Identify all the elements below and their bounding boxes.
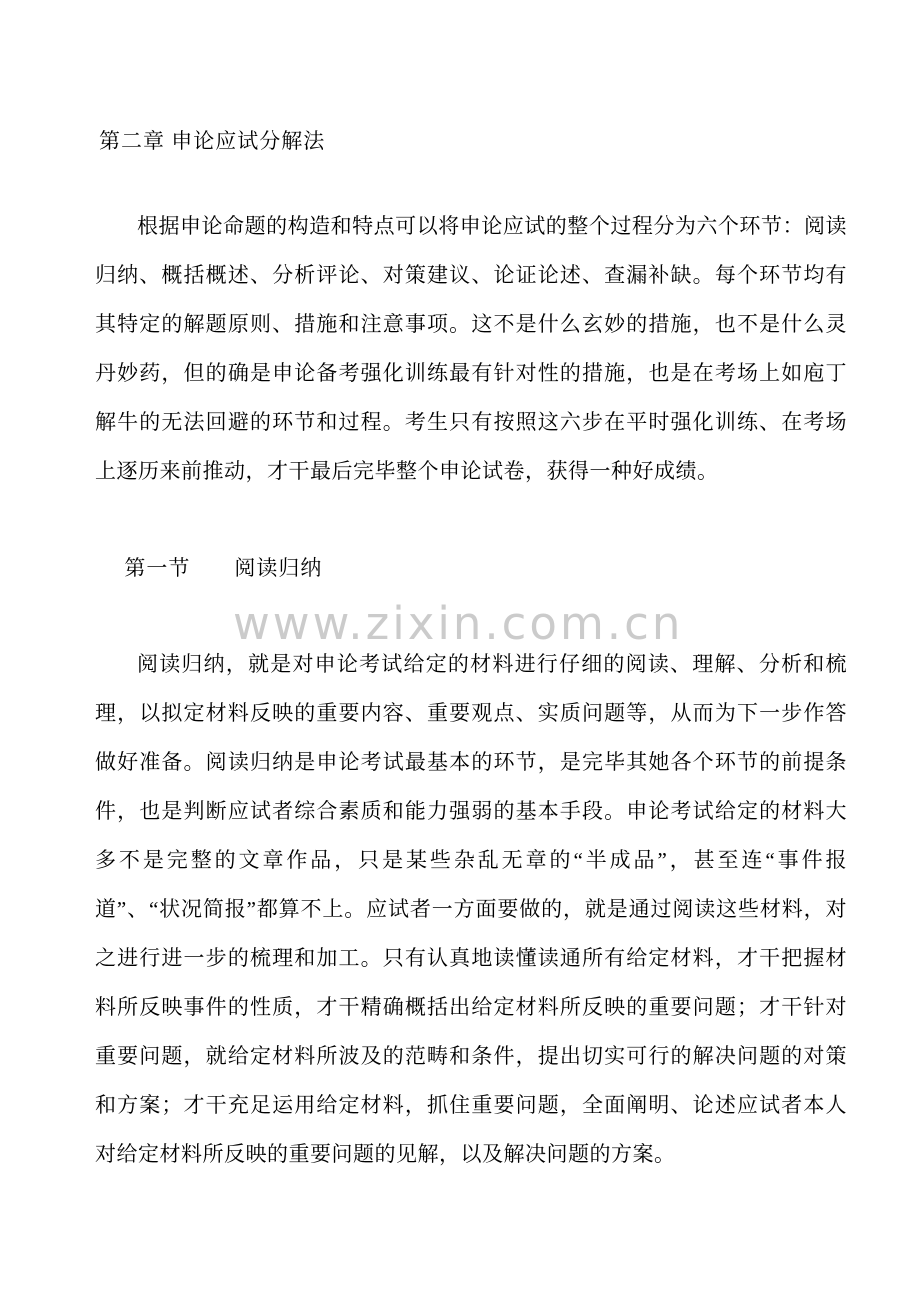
paragraph-reading-summary: 阅读归纳，就是对申论考试给定的材料进行仔细的阅读、理解、分析和梳理，以拟定材料反映的重要内容、重要观点、实质问题等，从而为下一步作答做好准备。阅读归纳是申论考试最基本的环节，是完毕其她各个环节的前提条件，也是判断应试者综合素质和能力强弱的基本手段。申论考试给定的材料大多不是完整的文章作品，只是某些杂乱无章的“半成品”，甚至连“事件报道”、“状况简报”都算不上。应试者一方面要做的，就是通过阅读这些材料，对之进行进一步的梳理和加工。只有认真地读懂读通所有给定材料，才干把握材料所反映事件的性质，才干精确概括出给定材料所反映的重要问题；才干针对重要问题，就给定材料所波及的范畴和条件，提出切实可行的解决问题的对策和方案；才干充足运用给定材料，抓住重要问题，全面阐明、论述应试者本人对给定材料所反映的重要问题的见解，以及解决问题的方案。 <box>95 652 847 1166</box>
watermark-text: www.zixin.com.cn <box>233 597 684 650</box>
document-page <box>95 0 847 1179</box>
chapter-title: 第二章 申论应试分解法 <box>99 129 326 153</box>
section-heading: 第一节 阅读归纳 <box>124 556 323 580</box>
paragraph-intro: 根据申论命题的构造和特点可以将申论应试的整个过程分为六个环节：阅读归纳、概括概述、分析评论、对策建议、论证论述、查漏补缺。每个环节均有其特定的解题原则、措施和注意事项。这不是什么玄妙的措施，也不是什么灵丹妙药，但的确是申论备考强化训练最有针对性的措施，也是在考场上如庖丁解牛的无法回避的环节和过程。考生只有按照这六步在平时强化训练、在考场上逐历来前推动，才干最后完毕整个申论试卷，获得一种好成绩。 <box>95 214 847 483</box>
